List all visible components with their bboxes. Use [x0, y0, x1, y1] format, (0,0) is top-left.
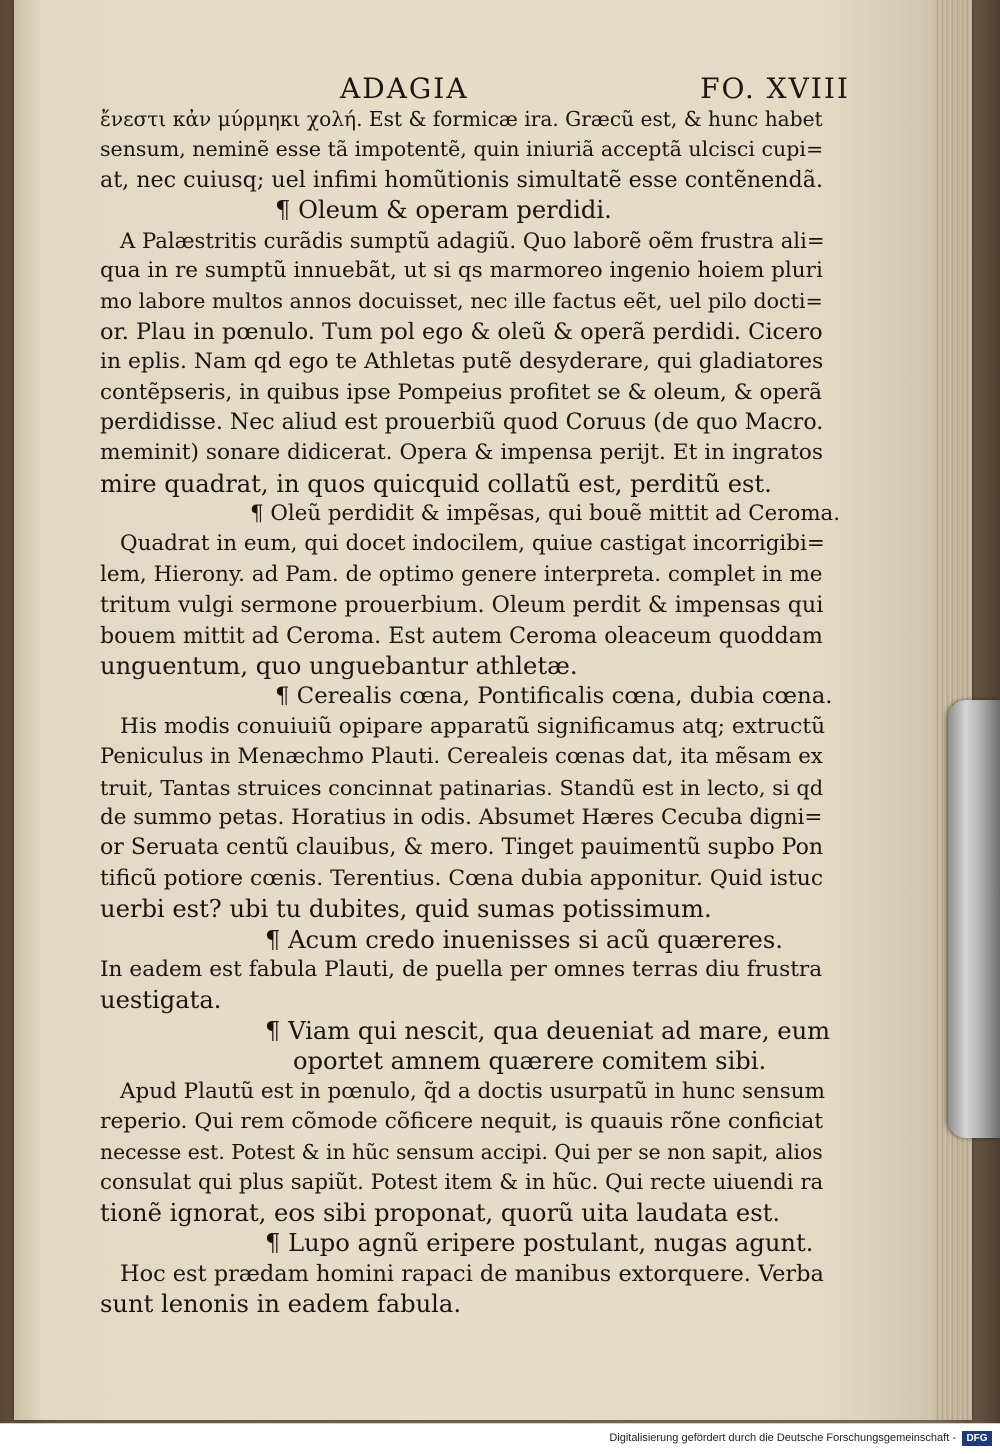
text-line: tionẽ ignorat, eos sibi proponat, quorũ uita laudata est. [100, 1199, 781, 1228]
folio-number: FO. XVIII [700, 72, 850, 105]
text-line: ἔνεστι κἀν μύρμηκι χολή. Est & formicæ ira. Græcũ est, & hunc habet [100, 107, 823, 131]
text-line: mo labore multos annos docuisset, nec ille factus eẽt, uel pilo docti= [100, 289, 823, 314]
text-line: at, nec cuiusq; uel infimi homũtionis simultatẽ esse contẽnendã. [100, 166, 824, 193]
text-line: Peniculus in Menæchmo Plauti. Cerealeis cœnas dat, ita mẽsam ex [100, 744, 823, 770]
text-line: qua in re sumptũ innuebãt, ut si qs marmoreo ingenio hoiem pluri [100, 257, 823, 283]
text-line: meminit) sonare didicerat. Opera & impensa perijt. Et in ingratos [100, 440, 823, 466]
text-line: ¶ Acum credo inuenisses si acũ quæreres. [265, 925, 783, 954]
text-line: lem, Hierony. ad Pam. de optimo genere interpreta. complet in me [100, 561, 823, 587]
text-line: or. Plau in pœnulo. Tum pol ego & oleũ & operã perdidi. Cicero [100, 318, 823, 345]
text-line: perdidisse. Nec aliud est prouerbiũ quod Coruus (de quo Macro. [100, 409, 824, 435]
body-text [100, 104, 841, 1320]
text-line: de summo petas. Horatius in odis. Absumet Hæres Cecuba digni= [100, 804, 823, 830]
text-line: or Seruata centũ clauibus, & mero. Tinget pauimentũ supbo Pon [100, 835, 824, 861]
text-line: in eplis. Nam qd ego te Athletas putẽ desyderare, qui gladiatores [100, 349, 824, 375]
book-clasp [948, 700, 1000, 1138]
text-line: A Palæstritis curãdis sumptũ adagiũ. Quo laborẽ oẽm frustra ali= [120, 227, 825, 253]
text-line: oportet amnem quærere comitem sibi. [293, 1047, 767, 1076]
text-line: uerbi est? ubi tu dubites, quid sumas potissimum. [100, 895, 712, 924]
funding-credit: Digitalisierung gefördert durch die Deutsche Forschungsgemeinschaft - [609, 1432, 956, 1444]
text-line: ¶ Oleum & operam perdidi. [275, 196, 612, 225]
text-line: contẽpseris, in quibus ipse Pompeius profitet se & oleum, & operã [100, 379, 822, 405]
text-line: Hoc est prædam homini rapaci de manibus extorquere. Verba [120, 1260, 824, 1287]
text-line: sunt lenonis in eadem fabula. [100, 1290, 462, 1319]
running-title: ADAGIA [340, 72, 469, 105]
text-line: Quadrat in eum, qui docet indocilem, quiue castigat incorrigibi= [120, 531, 825, 557]
text-line: consulat qui plus sapiũt. Potest item & in hũc. Qui recte uiuendi ra [100, 1169, 824, 1195]
text-line: tritum vulgi sermone prouerbium. Oleum perdit & impensas qui [100, 592, 824, 619]
text-line: ¶ Oleũ perdidit & impẽsas, qui bouẽ mittit ad Ceroma. [250, 501, 841, 527]
text-line: sensum, neminẽ esse tã impotentẽ, quin iniuriã acceptã ulcisci cupi= [100, 137, 824, 162]
text-line: necesse est. Potest & in hũc sensum accipi. Qui per se non sapit, alios [100, 1140, 823, 1165]
text-line: mire quadrat, in quos quicquid collatũ est, perditũ est. [100, 469, 772, 498]
text-line: ¶ Lupo agnũ eripere postulant, nugas agunt. [265, 1229, 814, 1258]
text-line: bouem mittit ad Ceroma. Est autem Ceroma oleaceum quoddam [100, 622, 823, 649]
footer-bar [0, 1423, 1000, 1454]
text-line: ¶ Cerealis cœna, Pontificalis cœna, dubia cœna. [275, 683, 833, 710]
text-line: truit, Tantas struices concinnat patinarias. Standũ est in lecto, si qd [100, 775, 824, 800]
text-line: Apud Plautũ est in pœnulo, q̃d a doctis usurpatũ in hunc sensum [120, 1078, 825, 1104]
text-line: In eadem est fabula Plauti, de puella per omnes terras diu frustra [100, 956, 823, 982]
text-line: tificũ potiore cœnis. Terentius. Cœna dubia apponitur. Quid istuc [100, 865, 824, 891]
text-line: uestigata. [100, 986, 222, 1015]
text-line: His modis conuiuiũ opipare apparatũ significamus atq; extructũ [120, 713, 826, 739]
text-line: reperio. Qui rem cõmode cõficere nequit, is quauis rõne conficiat [100, 1108, 824, 1134]
text-line: unguentum, quo unguebantur athletæ. [100, 652, 578, 681]
dfg-logo: DFG [962, 1431, 992, 1446]
text-line: ¶ Viam qui nescit, qua deueniat ad mare, eum [265, 1016, 831, 1045]
